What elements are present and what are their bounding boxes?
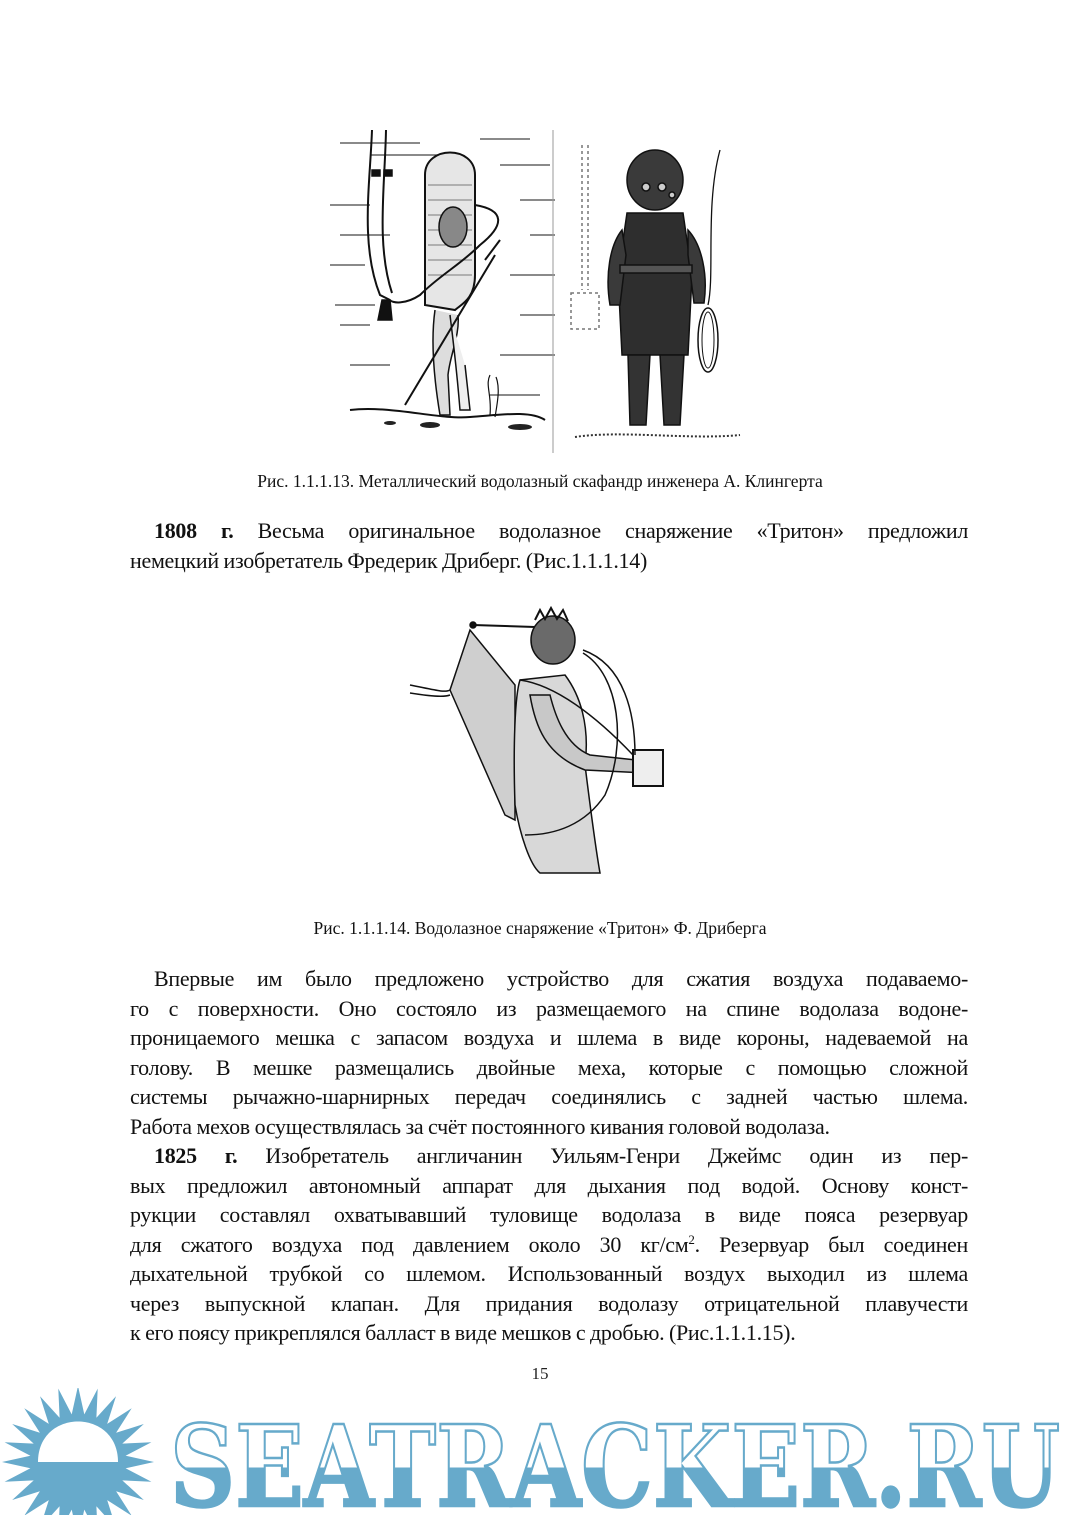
paragraph-line: Впервые им было предложено устройство для сжатия воздуха подаваемо- [154,966,968,991]
paragraph-text: Весьма оригинальное водолазное снаряжение «Тритон» предложил [233,518,968,543]
paragraph-line: Работа мехов осуществлялась за счёт постоянного кивания головой водолаза. [130,1113,830,1139]
year-1825: 1825 г. [154,1143,238,1168]
page-number: 15 [531,1364,549,1383]
paragraph-text: Изобретатель англичанин Уильям-Генри Джеймс один из пер- [237,1143,968,1168]
paragraph-line [130,1141,968,1171]
klingert-suit-side-view [330,130,555,430]
figure-caption-1-1-1-14: Рис. 1.1.1.14. Водолазное снаряжение «Тритон» Ф. Дриберга [313,918,767,938]
triton-apparatus-illustration [405,605,705,875]
paragraph-line: немецкий изобретатель Фредерик Дриберг. (Рис.1.1.1.14) [130,547,647,573]
paragraph-text: . Резервуар был соединен [694,1231,968,1257]
paragraph-line: системы рычажно-шарнирных передач соединялись с задней частью шлема. [130,1084,968,1109]
paragraph-line: вых предложил автономный аппарат для дыхания под водой. Основу конст- [130,1172,968,1198]
klingert-suit-illustration [330,125,750,455]
year-1808: 1808 г. [154,518,234,543]
figure-triton-apparatus [405,605,705,875]
paragraph-1808 [130,516,968,575]
paragraph-line [130,1230,968,1260]
paragraph-1825 [130,1141,968,1348]
klingert-suit-front-view [571,145,740,437]
figure-caption-1-1-1-13: Рис. 1.1.1.13. Металлический водолазный скафандр инженера А. Клингерта [257,471,823,491]
superscript: 2 [688,1231,695,1247]
paragraph-line: го с поверхности. Оно состояло из размещаемого на спине водолаза водоне- [130,995,968,1021]
paragraph-triton-description [130,964,968,1141]
watermark-text: SEATRACKER.RU [170,1402,1060,1515]
paragraph-line: голову. В мешке размещались двойные меха, которые с помощью сложной [130,1054,968,1080]
paragraph-line: через выпускной клапан. Для придания водолазу отрицательной плавучести [130,1290,968,1316]
seatracker-watermark [0,1388,1080,1515]
sun-over-sea-icon [2,1388,154,1515]
paragraph-line [130,516,968,546]
figure-klingert-suit [330,125,750,455]
paragraph-line: к его поясу прикреплялся балласт в виде мешков с дробью. (Рис.1.1.1.15). [130,1320,796,1345]
paragraph-line: дыхательной трубкой со шлемом. Использованный воздух выходил из шлема [130,1261,968,1286]
paragraph-line: рукции составлял охватывавший туловище водолаза в виде пояса резервуар [130,1202,968,1227]
paragraph-line: проницаемого мешка с запасом воздуха и шлема в виде короны, надеваемой на [130,1025,968,1050]
paragraph-text: для сжатого воздуха под давлением около 30 кг/см [130,1231,689,1257]
